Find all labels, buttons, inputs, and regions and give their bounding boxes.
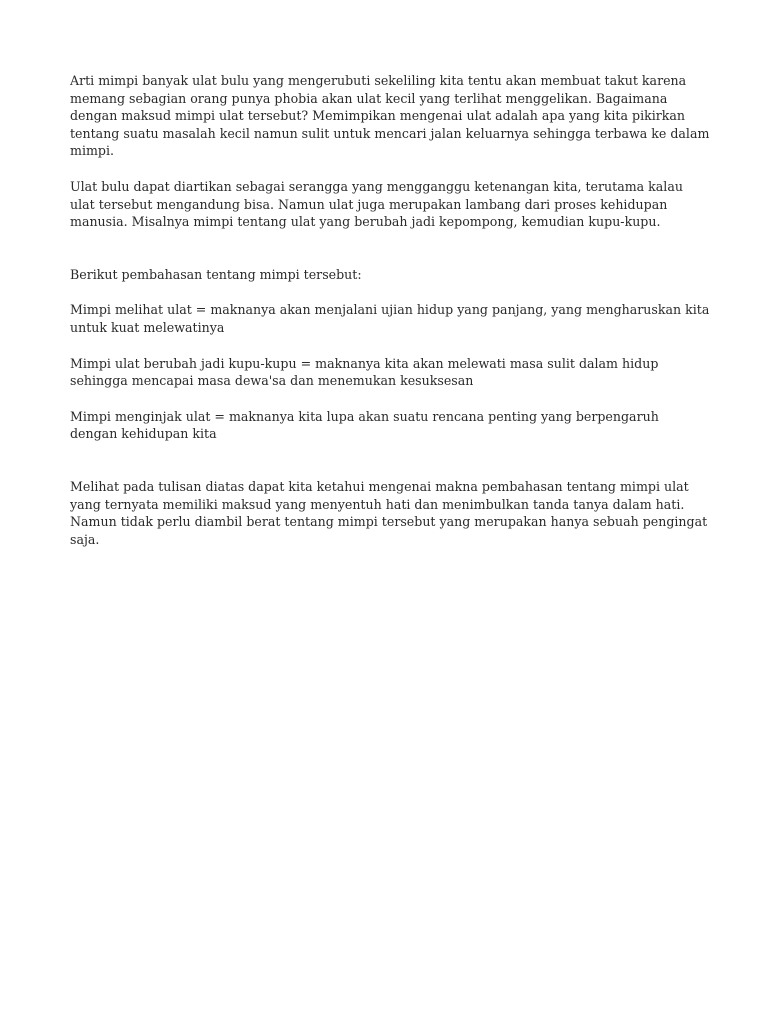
paragraph-gap [70,283,710,301]
paragraph-ulat-bulu: Ulat bulu dapat diartikan sebagai serangga yang mengganggu ketenangan kita, terutama kalau ulat tersebut mengandung bisa. Namun ulat juga merupakan lambang dari proses kehidupan manusia. Misalnya mimpi tentang ulat yang berubah jadi kepompong, kemudian kupu-kupu. [70,178,683,230]
list-item-kupu-kupu: Mimpi ulat berubah jadi kupu-kupu = maknanya kita akan melewati masa sulit dalam hidup sehingga mencapai masa dewa'sa dan menemukan kesuksesan [70,355,659,389]
paragraph-conclusion: Melihat pada tulisan diatas dapat kita ketahui mengenai makna pembahasan tentang mimpi ulat yang ternyata memiliki maksud yang menyentuh hati dan menimbulkan tanda tanya dalam hati. Namun tidak perlu diambil berat tentang mimpi tersebut yang merupakan hanya sebuah pengingat saja. [70,478,708,547]
list-item-melihat-ulat: Mimpi melihat ulat = maknanya akan menjalani ujian hidup yang panjang, yang mengharuskan kita untuk kuat melewatinya [70,302,710,335]
paragraph-gap [70,390,710,408]
paragraph-gap [70,337,710,355]
paragraph-gap [70,231,710,266]
paragraph-intro: Arti mimpi banyak ulat bulu yang mengerubuti sekeliling kita tentu akan membuat takut karena memang sebagian orang punya phobia akan ulat kecil yang terlihat menggelikan. Bagaimana dengan maksud mimpi ulat tersebut? Memimpikan mengenai ulat adalah apa yang kita pikirkan tentang suatu masalah kecil namun sulit untuk mencari jalan keluarnya sehingga terbawa ke dalam mimpi. [70,73,710,159]
document-body [70,72,710,548]
paragraph-list-heading: Berikut pembahasan tentang mimpi tersebut: [70,266,362,282]
list-item-menginjak-ulat: Mimpi menginjak ulat = maknanya kita lupa akan suatu rencana penting yang berpengaruh dengan kehidupan kita [70,408,659,442]
paragraph-gap [70,443,710,478]
paragraph-gap [70,160,710,178]
